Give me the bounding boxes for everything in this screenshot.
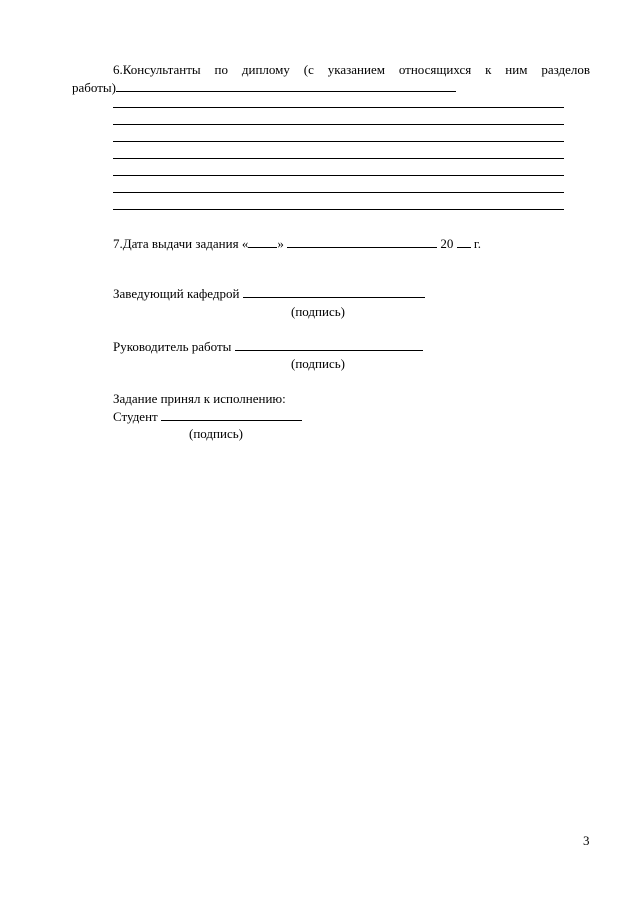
student-signature-caption: (подпись) [189, 426, 243, 441]
consultants-line-7[interactable] [113, 209, 564, 210]
acceptance-label: Задание принял к исполнению: [113, 391, 286, 406]
supervisor-signature-field[interactable] [235, 339, 423, 351]
issue-day-field[interactable] [248, 236, 277, 248]
consultants-line-4[interactable] [113, 158, 564, 159]
student-row: Студент [113, 409, 302, 425]
head-of-department-row: Заведующий кафедрой [113, 286, 425, 302]
supervisor-signature-caption: (подпись) [291, 356, 345, 371]
page-number: 3 [583, 833, 590, 848]
section6-heading-continuation: работы) [72, 80, 456, 96]
consultants-line-3[interactable] [113, 141, 564, 142]
issue-date-row: 7.Дата выдачи задания « » 20 г. [113, 236, 481, 251]
consultants-line-1[interactable] [113, 107, 564, 108]
student-signature-field[interactable] [161, 409, 302, 421]
head-of-department-signature-field[interactable] [243, 286, 425, 298]
supervisor-row: Руководитель работы [113, 339, 423, 355]
consultants-line-6[interactable] [113, 192, 564, 193]
head-of-department-signature-caption: (подпись) [291, 304, 345, 319]
consultants-line-2[interactable] [113, 124, 564, 125]
consultants-field[interactable] [116, 80, 456, 92]
section6-heading: 6.Консультанты по диплому (с указанием относящихся к ним разделов [113, 62, 590, 77]
issue-year-field[interactable] [457, 236, 471, 248]
issue-month-field[interactable] [287, 236, 437, 248]
consultants-line-5[interactable] [113, 175, 564, 176]
